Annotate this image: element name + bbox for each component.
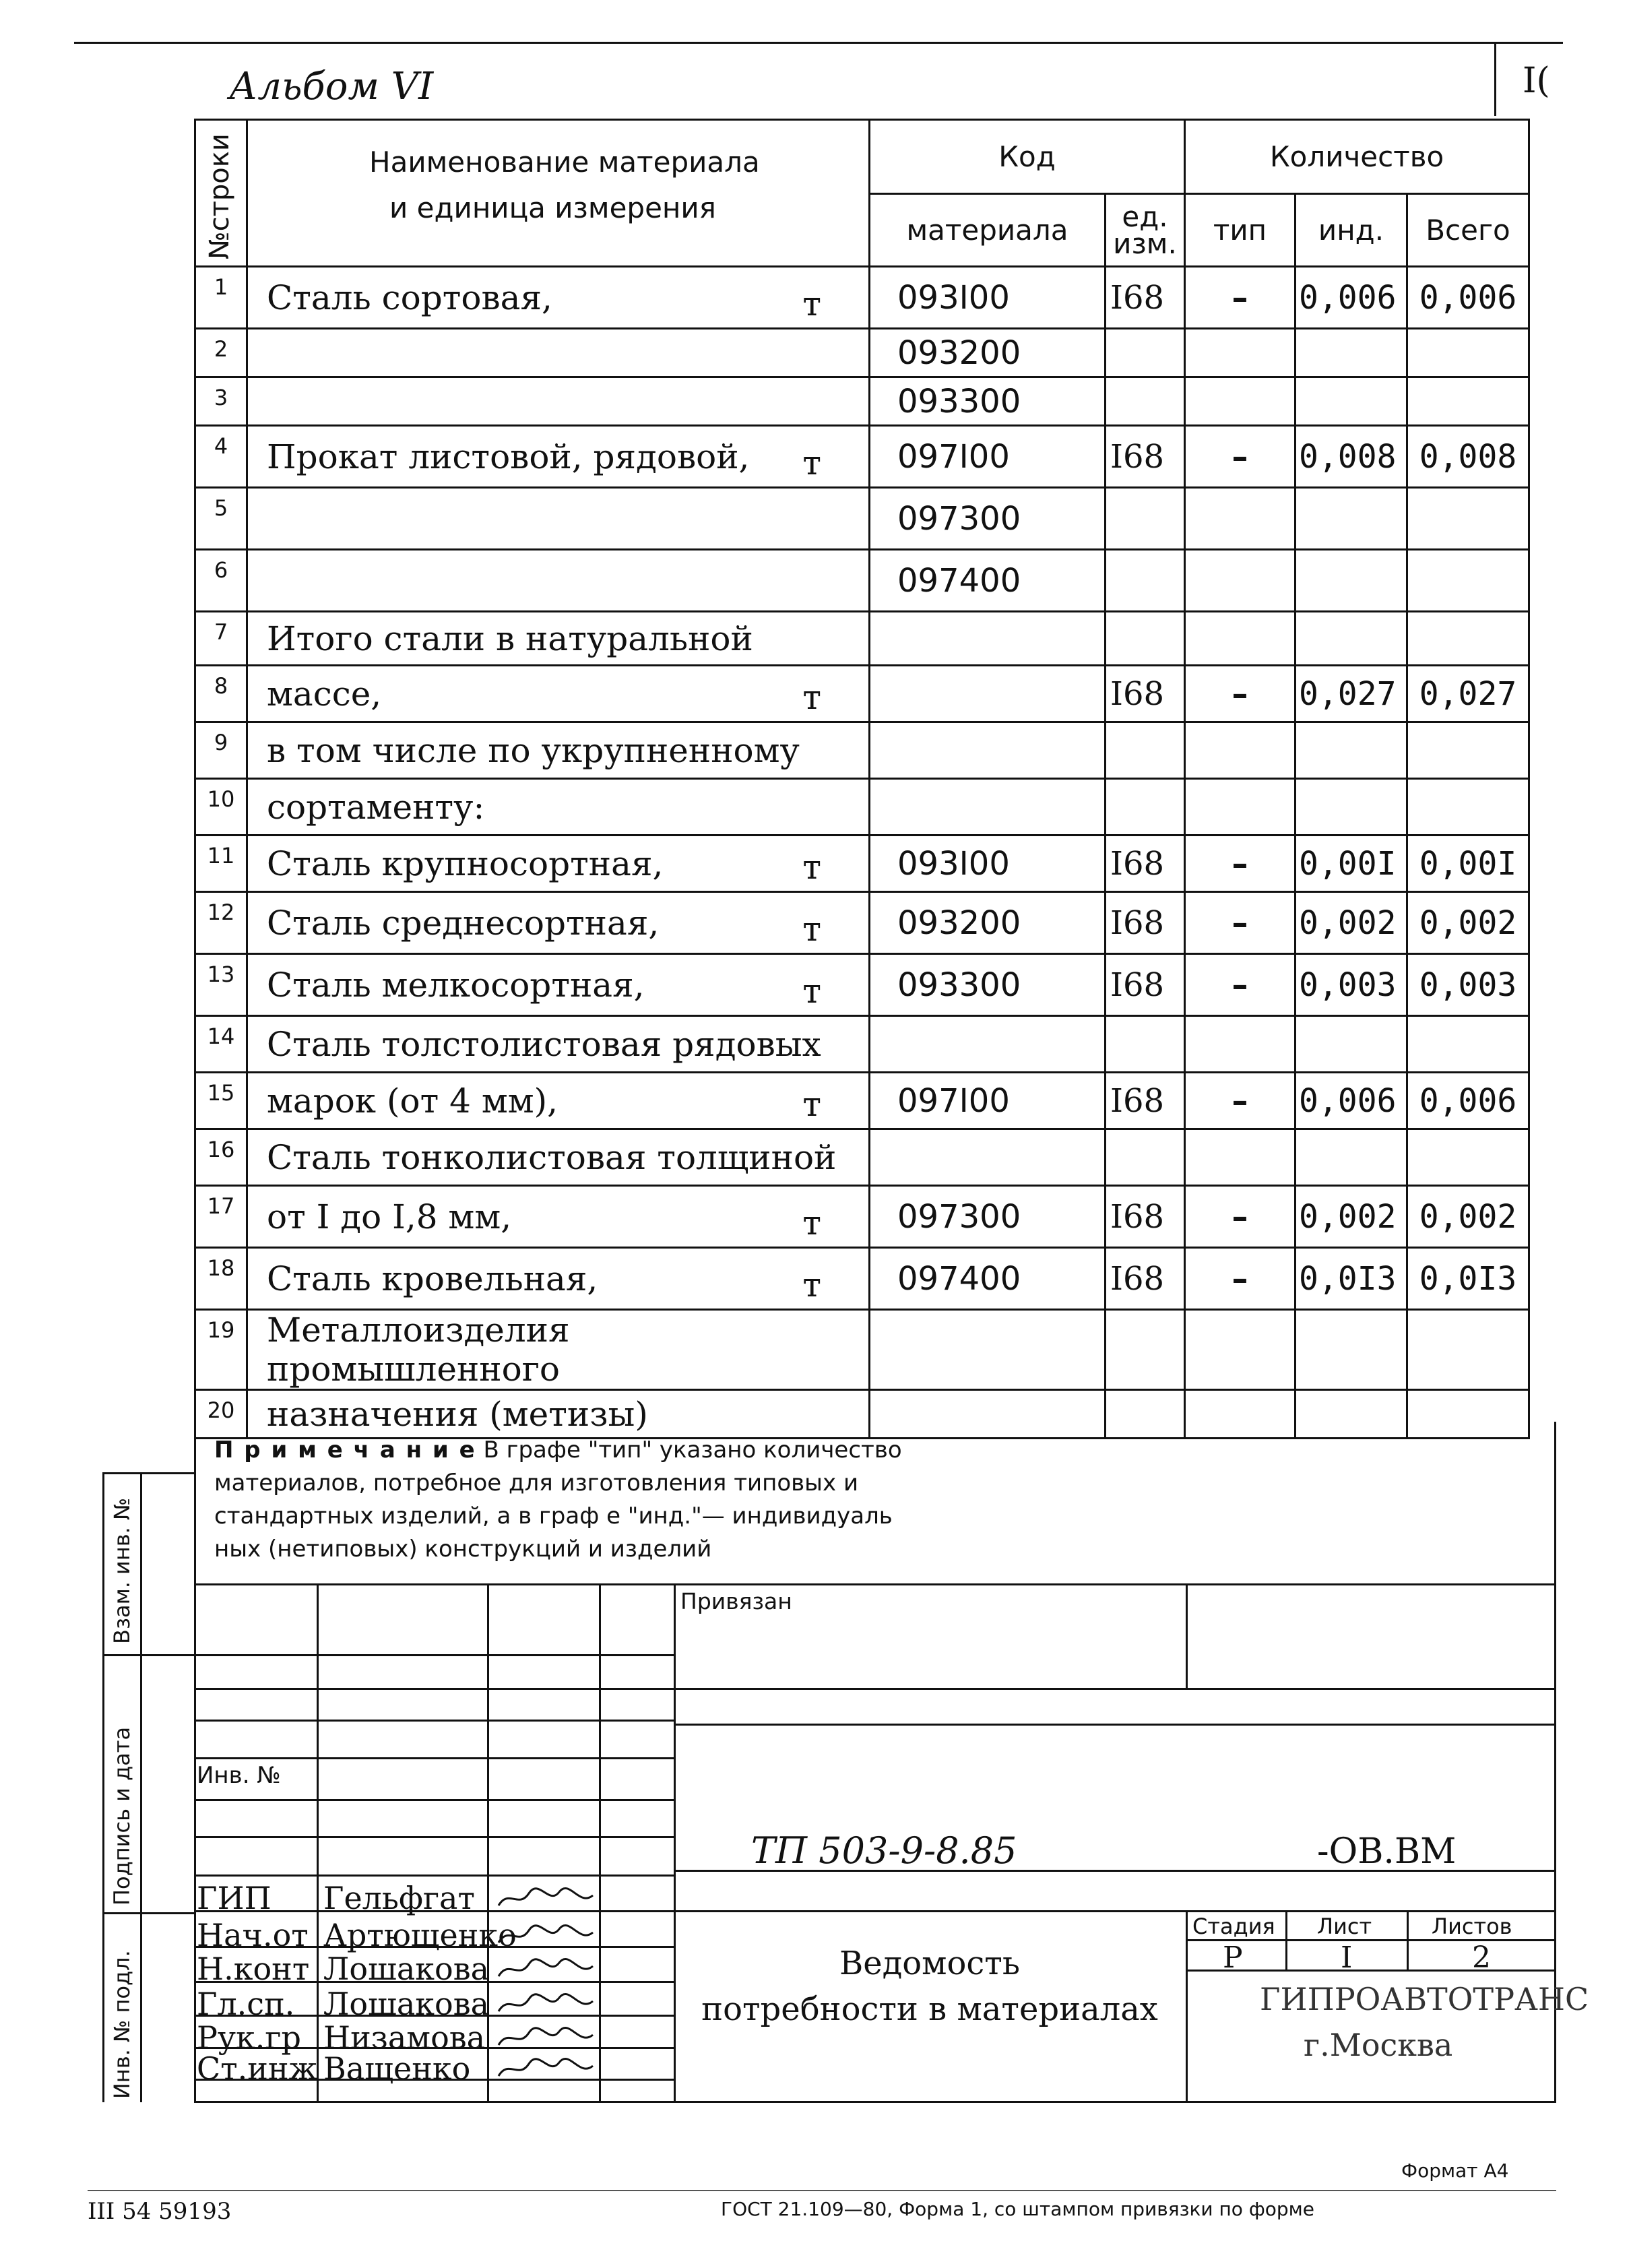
note-line2: материалов, потребное для изготовления типовых и	[214, 1470, 859, 1497]
note-left-border	[194, 1422, 196, 2102]
unit-code: I68	[1106, 267, 1185, 329]
row-number: 18	[195, 1248, 247, 1310]
measure-unit: т	[802, 1203, 821, 1242]
qty-ind: 0,002	[1296, 892, 1407, 954]
staff-role: Ст.инж	[197, 2050, 317, 2087]
material-code: 093300	[870, 377, 1106, 426]
measure-unit: т	[802, 972, 821, 1011]
unit-code: I68	[1106, 1248, 1185, 1310]
qty-total: 0,008	[1407, 426, 1529, 488]
table-row	[195, 666, 1529, 722]
material-name-text: от I до I,8 мм,	[267, 1197, 512, 1236]
material-code	[870, 612, 1106, 666]
row-number: 9	[195, 722, 247, 779]
table-row	[195, 892, 1529, 954]
note-block	[214, 1434, 1225, 1566]
qty-typ: –	[1185, 954, 1296, 1016]
qty-total	[1407, 550, 1529, 612]
qty-typ	[1185, 1129, 1296, 1186]
qty-typ	[1185, 377, 1296, 426]
sheet-label: Лист	[1317, 1914, 1372, 1939]
row-number: 17	[195, 1186, 247, 1248]
footer-gost: ГОСТ 21.109—80, Форма 1, со штампом привязки по форме	[721, 2198, 1315, 2220]
material-name	[247, 666, 870, 722]
qty-typ	[1185, 329, 1296, 377]
unit-code	[1106, 1390, 1185, 1439]
note-line3: стандартных изделий, а в граф е "инд."— индивидуаль	[214, 1503, 893, 1530]
privyazan-label: Привязан	[680, 1588, 792, 1614]
material-name	[247, 1016, 870, 1073]
qty-ind	[1296, 550, 1407, 612]
qty-total	[1407, 779, 1529, 836]
qty-ind: 0,00I	[1296, 836, 1407, 892]
table-row	[195, 722, 1529, 779]
material-code	[870, 1390, 1106, 1439]
unit-code	[1106, 612, 1185, 666]
qty-total: 0,006	[1407, 267, 1529, 329]
material-code: 093I00	[870, 836, 1106, 892]
signature-scribble	[495, 1922, 596, 1947]
material-name	[247, 779, 870, 836]
left-strip-div2	[102, 1912, 194, 1914]
material-code: 093200	[870, 892, 1106, 954]
material-code: 097I00	[870, 426, 1106, 488]
staff-name: Лошакова	[323, 1951, 490, 1987]
stage-label: Стадия	[1192, 1914, 1275, 1939]
material-name	[247, 267, 870, 329]
inv-podl-label: Инв. № подл.	[109, 1950, 135, 2099]
qty-total	[1407, 1390, 1529, 1439]
row-number: 20	[195, 1390, 247, 1439]
header-name: Наименование материала и единица измерения	[247, 120, 870, 267]
qty-ind: 0,002	[1296, 1186, 1407, 1248]
unit-code	[1106, 377, 1185, 426]
material-code	[870, 1016, 1106, 1073]
table-row	[195, 426, 1529, 488]
qty-typ: –	[1185, 1248, 1296, 1310]
qty-ind	[1296, 779, 1407, 836]
left-strip-outer	[102, 1472, 104, 2102]
material-name	[247, 954, 870, 1016]
staff-name: Низамова	[323, 2019, 486, 2056]
qty-ind	[1296, 722, 1407, 779]
table-row	[195, 550, 1529, 612]
qty-typ: –	[1185, 836, 1296, 892]
row-number: 14	[195, 1016, 247, 1073]
table-row	[195, 1186, 1529, 1248]
table-row	[195, 836, 1529, 892]
unit-code: I68	[1106, 954, 1185, 1016]
material-name	[247, 892, 870, 954]
material-code: 097400	[870, 550, 1106, 612]
table-row	[195, 1129, 1529, 1186]
qty-typ: –	[1185, 267, 1296, 329]
staff-name: Артющенко	[323, 1917, 517, 1953]
top-rule	[74, 42, 1563, 44]
qty-total	[1407, 612, 1529, 666]
inv-no-label: Инв. №	[197, 1762, 281, 1789]
material-name	[247, 1129, 870, 1186]
stage-value: Р	[1223, 1941, 1243, 1975]
material-name	[247, 1310, 870, 1390]
material-name	[247, 377, 870, 426]
material-name-text: Сталь среднесортная,	[267, 903, 660, 943]
header-total: Всего	[1407, 194, 1529, 267]
table-row	[195, 1248, 1529, 1310]
staff-name: Лошакова	[323, 1986, 490, 2022]
material-code: 093I00	[870, 267, 1106, 329]
unit-code	[1106, 329, 1185, 377]
unit-code: I68	[1106, 666, 1185, 722]
staff-role: ГИП	[197, 1880, 271, 1916]
material-name-text: Сталь кровельная,	[267, 1259, 598, 1298]
qty-typ: –	[1185, 892, 1296, 954]
header-unit: ед. изм.	[1106, 194, 1185, 267]
doc-suffix: -ОВ.ВМ	[1317, 1831, 1457, 1872]
footer-rule	[88, 2190, 1556, 2191]
material-name	[247, 1186, 870, 1248]
material-name	[247, 329, 870, 377]
footer-left-code: III 54 59193	[88, 2198, 232, 2225]
material-code: 093200	[870, 329, 1106, 377]
podpis-label: Подпись и дата	[109, 1726, 135, 1905]
table-row	[195, 1310, 1529, 1390]
signature-scribble	[495, 1885, 596, 1910]
unit-code	[1106, 722, 1185, 779]
left-strip-inner	[140, 1472, 142, 2102]
row-number: 7	[195, 612, 247, 666]
material-name	[247, 1248, 870, 1310]
row-number: 8	[195, 666, 247, 722]
qty-typ	[1185, 779, 1296, 836]
material-name-text: Сталь тонколистовая толщиной	[267, 1137, 837, 1177]
row-number: 5	[195, 488, 247, 550]
top-right-divider	[1494, 42, 1496, 116]
qty-ind	[1296, 1390, 1407, 1439]
signature-scribble	[495, 1991, 596, 2015]
table-row	[195, 488, 1529, 550]
row-number: 1	[195, 267, 247, 329]
material-name-text: марок (от 4 мм),	[267, 1081, 558, 1121]
material-name-text: Сталь сортовая,	[267, 278, 552, 317]
material-name-text: сортаменту:	[267, 787, 485, 827]
note-title: П р и м е ч а н и е	[214, 1437, 476, 1463]
measure-unit: т	[802, 678, 821, 717]
unit-code	[1106, 488, 1185, 550]
qty-typ	[1185, 612, 1296, 666]
table-row	[195, 377, 1529, 426]
doc-title: Ведомость потребности в материалах	[701, 1945, 1158, 2028]
unit-code	[1106, 550, 1185, 612]
material-name-text: в том числе по укрупненному	[267, 730, 800, 770]
unit-code	[1106, 1310, 1185, 1390]
table-row	[195, 954, 1529, 1016]
header-row-no: №строки	[195, 120, 247, 267]
qty-ind: 0,006	[1296, 267, 1407, 329]
row-number: 6	[195, 550, 247, 612]
unit-code	[1106, 1129, 1185, 1186]
material-name	[247, 1073, 870, 1129]
qty-ind	[1296, 1016, 1407, 1073]
header-typ: тип	[1185, 194, 1296, 267]
measure-unit: т	[802, 284, 821, 323]
qty-ind	[1296, 612, 1407, 666]
sheet-corner: I(	[1523, 61, 1550, 101]
signature-scribble	[495, 2056, 596, 2080]
table-row	[195, 779, 1529, 836]
qty-typ	[1185, 722, 1296, 779]
album-label: Альбом VI	[229, 65, 434, 108]
org-city: г.Москва	[1304, 2027, 1453, 2063]
qty-total	[1407, 329, 1529, 377]
qty-ind	[1296, 488, 1407, 550]
table-row	[195, 267, 1529, 329]
row-number: 10	[195, 779, 247, 836]
unit-code	[1106, 1016, 1185, 1073]
qty-total: 0,00I	[1407, 836, 1529, 892]
material-name-text: массе,	[267, 674, 382, 714]
unit-code: I68	[1106, 836, 1185, 892]
org-name: ГИПРОАВТОТРАНС	[1260, 1981, 1589, 2017]
qty-total	[1407, 488, 1529, 550]
table-row	[195, 1016, 1529, 1073]
sheets-label: Листов	[1432, 1914, 1512, 1939]
material-name	[247, 488, 870, 550]
material-name-text: назначения (метизы)	[267, 1394, 648, 1434]
material-code: 097400	[870, 1248, 1106, 1310]
qty-ind: 0,006	[1296, 1073, 1407, 1129]
row-number: 16	[195, 1129, 247, 1186]
material-code: 093300	[870, 954, 1106, 1016]
qty-typ	[1185, 1310, 1296, 1390]
unit-code: I68	[1106, 1186, 1185, 1248]
material-name-text: Сталь мелкосортная,	[267, 965, 645, 1005]
header-material: материала	[870, 194, 1106, 267]
left-strip-top	[102, 1472, 194, 1474]
material-name	[247, 836, 870, 892]
material-name-text: Итого стали в натуральной	[267, 619, 753, 658]
material-name	[247, 1390, 870, 1439]
qty-typ: –	[1185, 1073, 1296, 1129]
material-name	[247, 550, 870, 612]
row-number: 13	[195, 954, 247, 1016]
stamp-top	[194, 1583, 1556, 1585]
signature-scribble	[495, 1956, 596, 1980]
material-code	[870, 1310, 1106, 1390]
measure-unit: т	[802, 1085, 821, 1124]
table-row	[195, 1073, 1529, 1129]
measure-unit: т	[802, 1265, 821, 1304]
qty-ind: 0,027	[1296, 666, 1407, 722]
qty-ind: 0,0I3	[1296, 1248, 1407, 1310]
qty-typ	[1185, 488, 1296, 550]
table-row	[195, 329, 1529, 377]
doc-code: ТП 503-9-8.85	[751, 1829, 1017, 1872]
qty-typ	[1185, 1390, 1296, 1439]
measure-unit: т	[802, 443, 821, 482]
qty-ind	[1296, 329, 1407, 377]
material-code: 097300	[870, 488, 1106, 550]
table-row	[195, 1390, 1529, 1439]
material-name-text: Металлоизделия промышленного	[267, 1311, 570, 1389]
footer-format: Формат А4	[1401, 2160, 1509, 2182]
qty-total	[1407, 1310, 1529, 1390]
material-name	[247, 426, 870, 488]
staff-role: Рук.гр	[197, 2019, 301, 2056]
qty-total: 0,0I3	[1407, 1248, 1529, 1310]
qty-typ: –	[1185, 1186, 1296, 1248]
qty-total: 0,003	[1407, 954, 1529, 1016]
staff-role: Н.конт	[197, 1951, 310, 1987]
qty-ind: 0,003	[1296, 954, 1407, 1016]
qty-ind	[1296, 377, 1407, 426]
header-code: Код	[870, 120, 1185, 194]
qty-total: 0,002	[1407, 1186, 1529, 1248]
qty-typ	[1185, 1016, 1296, 1073]
material-code	[870, 779, 1106, 836]
qty-typ: –	[1185, 426, 1296, 488]
staff-name: Ващенко	[323, 2050, 471, 2087]
sheets-value: 2	[1472, 1941, 1491, 1975]
measure-unit: т	[802, 848, 821, 887]
qty-total: 0,002	[1407, 892, 1529, 954]
qty-total	[1407, 722, 1529, 779]
qty-total	[1407, 1129, 1529, 1186]
materials-table	[194, 119, 1530, 1439]
qty-ind	[1296, 1310, 1407, 1390]
material-name	[247, 722, 870, 779]
material-code	[870, 722, 1106, 779]
note-line4: ных (нетиповых) конструкций и изделий	[214, 1536, 712, 1563]
measure-unit: т	[802, 910, 821, 949]
unit-code: I68	[1106, 426, 1185, 488]
row-number: 2	[195, 329, 247, 377]
table-row	[195, 612, 1529, 666]
qty-total: 0,006	[1407, 1073, 1529, 1129]
qty-total: 0,027	[1407, 666, 1529, 722]
header-ind: инд.	[1296, 194, 1407, 267]
header-quantity: Количество	[1185, 120, 1529, 194]
unit-code	[1106, 779, 1185, 836]
material-code: 097300	[870, 1186, 1106, 1248]
unit-code: I68	[1106, 892, 1185, 954]
sheet-value: I	[1341, 1941, 1353, 1975]
material-name-text: Сталь крупносортная,	[267, 844, 664, 883]
qty-total	[1407, 377, 1529, 426]
staff-name: Гельфгат	[323, 1880, 475, 1916]
material-code	[870, 666, 1106, 722]
note-line1: В графе "тип" указано количество	[476, 1437, 902, 1463]
qty-ind	[1296, 1129, 1407, 1186]
vzam-inv-label: Взам. инв. №	[109, 1497, 135, 1644]
row-number: 3	[195, 377, 247, 426]
qty-ind: 0,008	[1296, 426, 1407, 488]
signature-scribble	[495, 2025, 596, 2049]
material-name-text: Сталь толстолистовая рядовых	[267, 1024, 821, 1064]
qty-total	[1407, 1016, 1529, 1073]
qty-typ: –	[1185, 666, 1296, 722]
unit-code: I68	[1106, 1073, 1185, 1129]
material-name	[247, 612, 870, 666]
row-number: 19	[195, 1310, 247, 1390]
row-number: 12	[195, 892, 247, 954]
row-number: 11	[195, 836, 247, 892]
staff-role: Нач.от	[197, 1917, 309, 1953]
material-name-text: Прокат листовой, рядовой,	[267, 437, 750, 476]
material-code	[870, 1129, 1106, 1186]
row-number: 15	[195, 1073, 247, 1129]
material-code: 097I00	[870, 1073, 1106, 1129]
row-number: 4	[195, 426, 247, 488]
staff-role: Гл.сп.	[197, 1986, 295, 2022]
qty-typ	[1185, 550, 1296, 612]
